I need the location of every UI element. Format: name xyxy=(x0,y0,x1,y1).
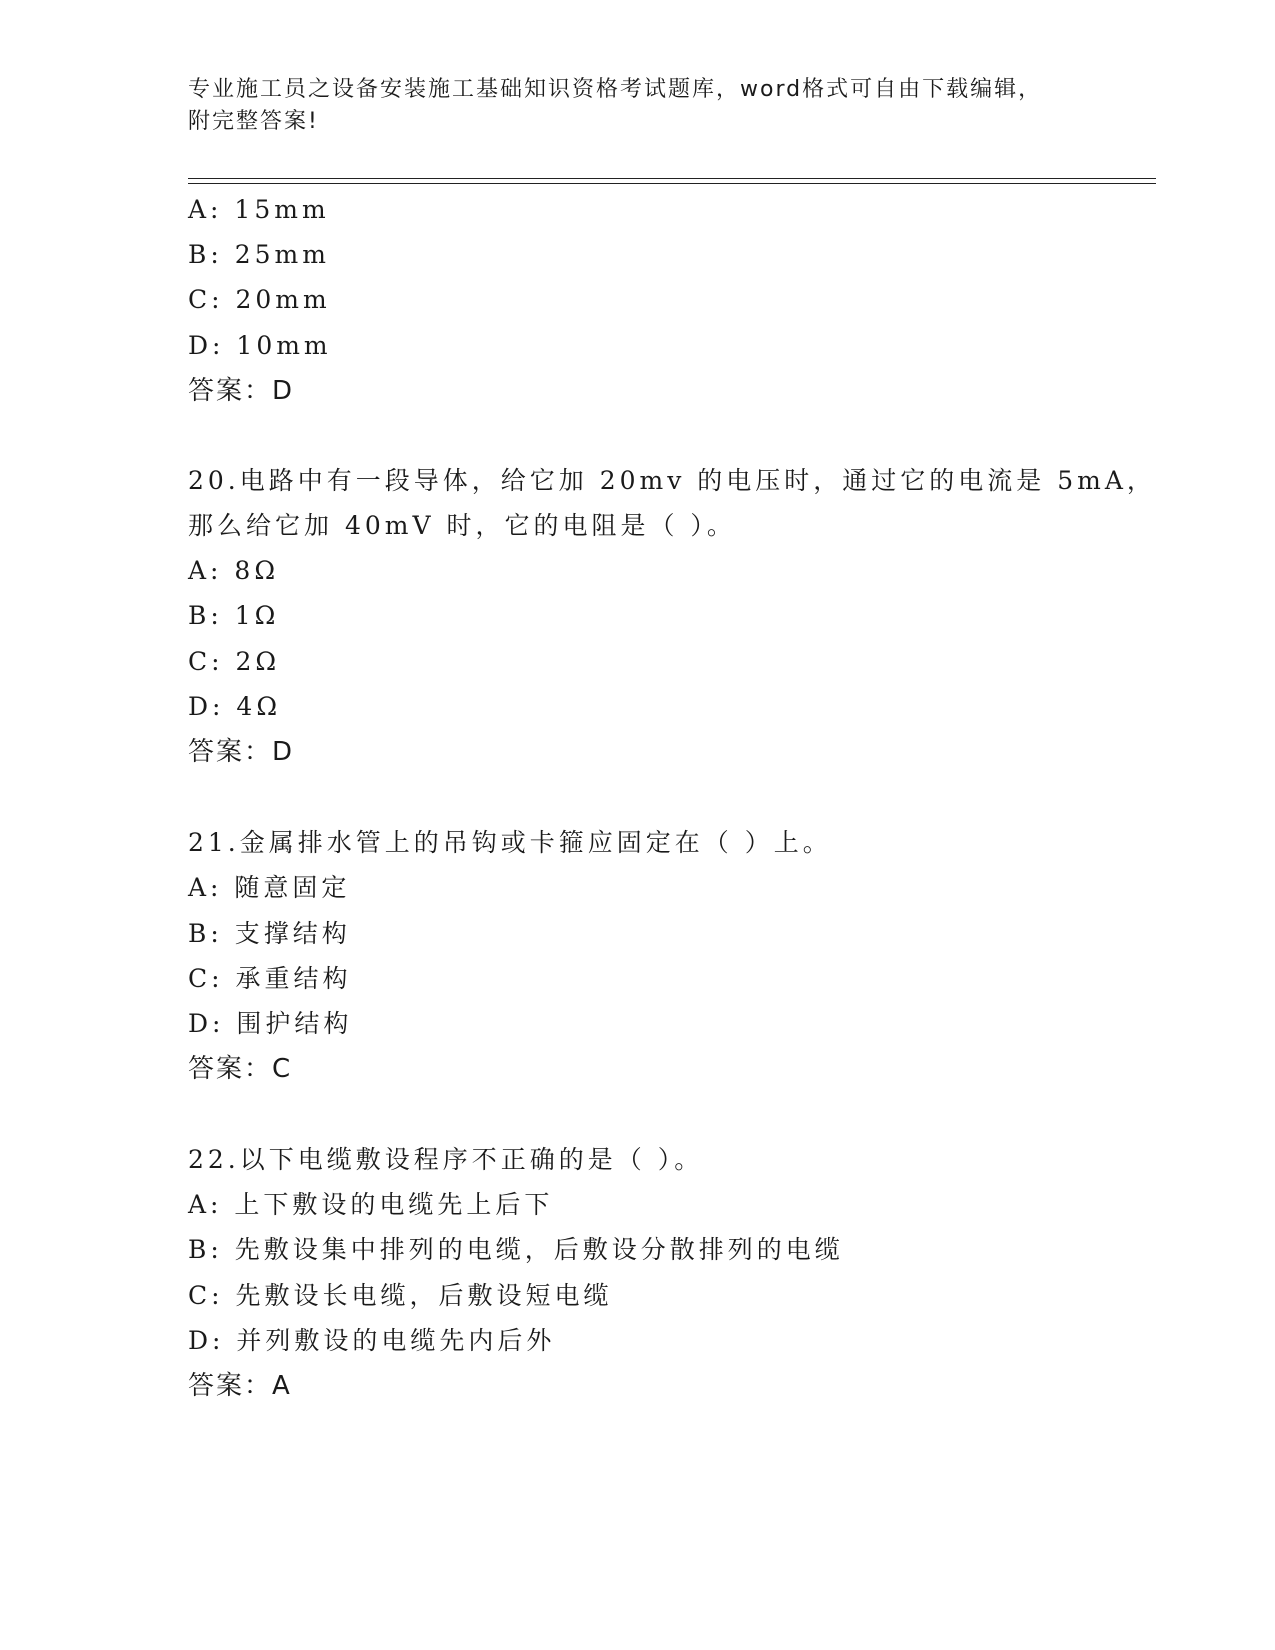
q20-option-a: A: 8Ω xyxy=(188,556,280,585)
q19-answer: 答案：D xyxy=(188,376,295,406)
q20-option-d: D: 4Ω xyxy=(188,692,282,721)
q19-option-d: D: 10mm xyxy=(188,331,332,360)
q20-stem-line-1: 20.电路中有一段导体，给它加 20mv 的电压时，通过它的电流是 5mA， xyxy=(188,466,1156,495)
q21-option-b: B: 支撑结构 xyxy=(188,919,351,948)
q21-option-a: A: 随意固定 xyxy=(188,873,351,902)
q21-option-c: C: 承重结构 xyxy=(188,964,352,993)
q20-option-c: C: 2Ω xyxy=(188,647,281,676)
q19-option-a: A: 15mm xyxy=(188,195,330,224)
q22-option-b: B: 先敷设集中排列的电缆，后敷设分散排列的电缆 xyxy=(188,1235,844,1264)
q22-answer: 答案：A xyxy=(188,1371,292,1401)
header-line-1: 专业施工员之设备安装施工基础知识资格考试题库，word格式可自由下载编辑， xyxy=(188,77,1043,102)
document-header xyxy=(188,74,1088,138)
q22-option-d: D: 并列敷设的电缆先内后外 xyxy=(188,1326,556,1355)
q20-option-b: B: 1Ω xyxy=(188,601,280,630)
q19-option-c: C: 20mm xyxy=(188,285,331,314)
header-line-2: 附完整答案! xyxy=(188,109,319,134)
q21-answer: 答案：C xyxy=(188,1054,293,1084)
q20-stem-line-2: 那么给它加 40mV 时，它的电阻是（ ）。 xyxy=(188,511,736,540)
q20-answer: 答案：D xyxy=(188,737,295,767)
q22-stem: 22.以下电缆敷设程序不正确的是（ ）。 xyxy=(188,1145,704,1174)
q22-option-a: A: 上下敷设的电缆先上后下 xyxy=(188,1190,554,1219)
q22-option-c: C: 先敷设长电缆，后敷设短电缆 xyxy=(188,1281,613,1310)
header-divider-bottom xyxy=(188,183,1156,184)
q21-option-d: D: 围护结构 xyxy=(188,1009,353,1038)
q21-stem: 21.金属排水管上的吊钩或卡箍应固定在（ ）上。 xyxy=(188,828,832,857)
q19-option-b: B: 25mm xyxy=(188,240,330,269)
header-divider-top xyxy=(188,178,1156,179)
